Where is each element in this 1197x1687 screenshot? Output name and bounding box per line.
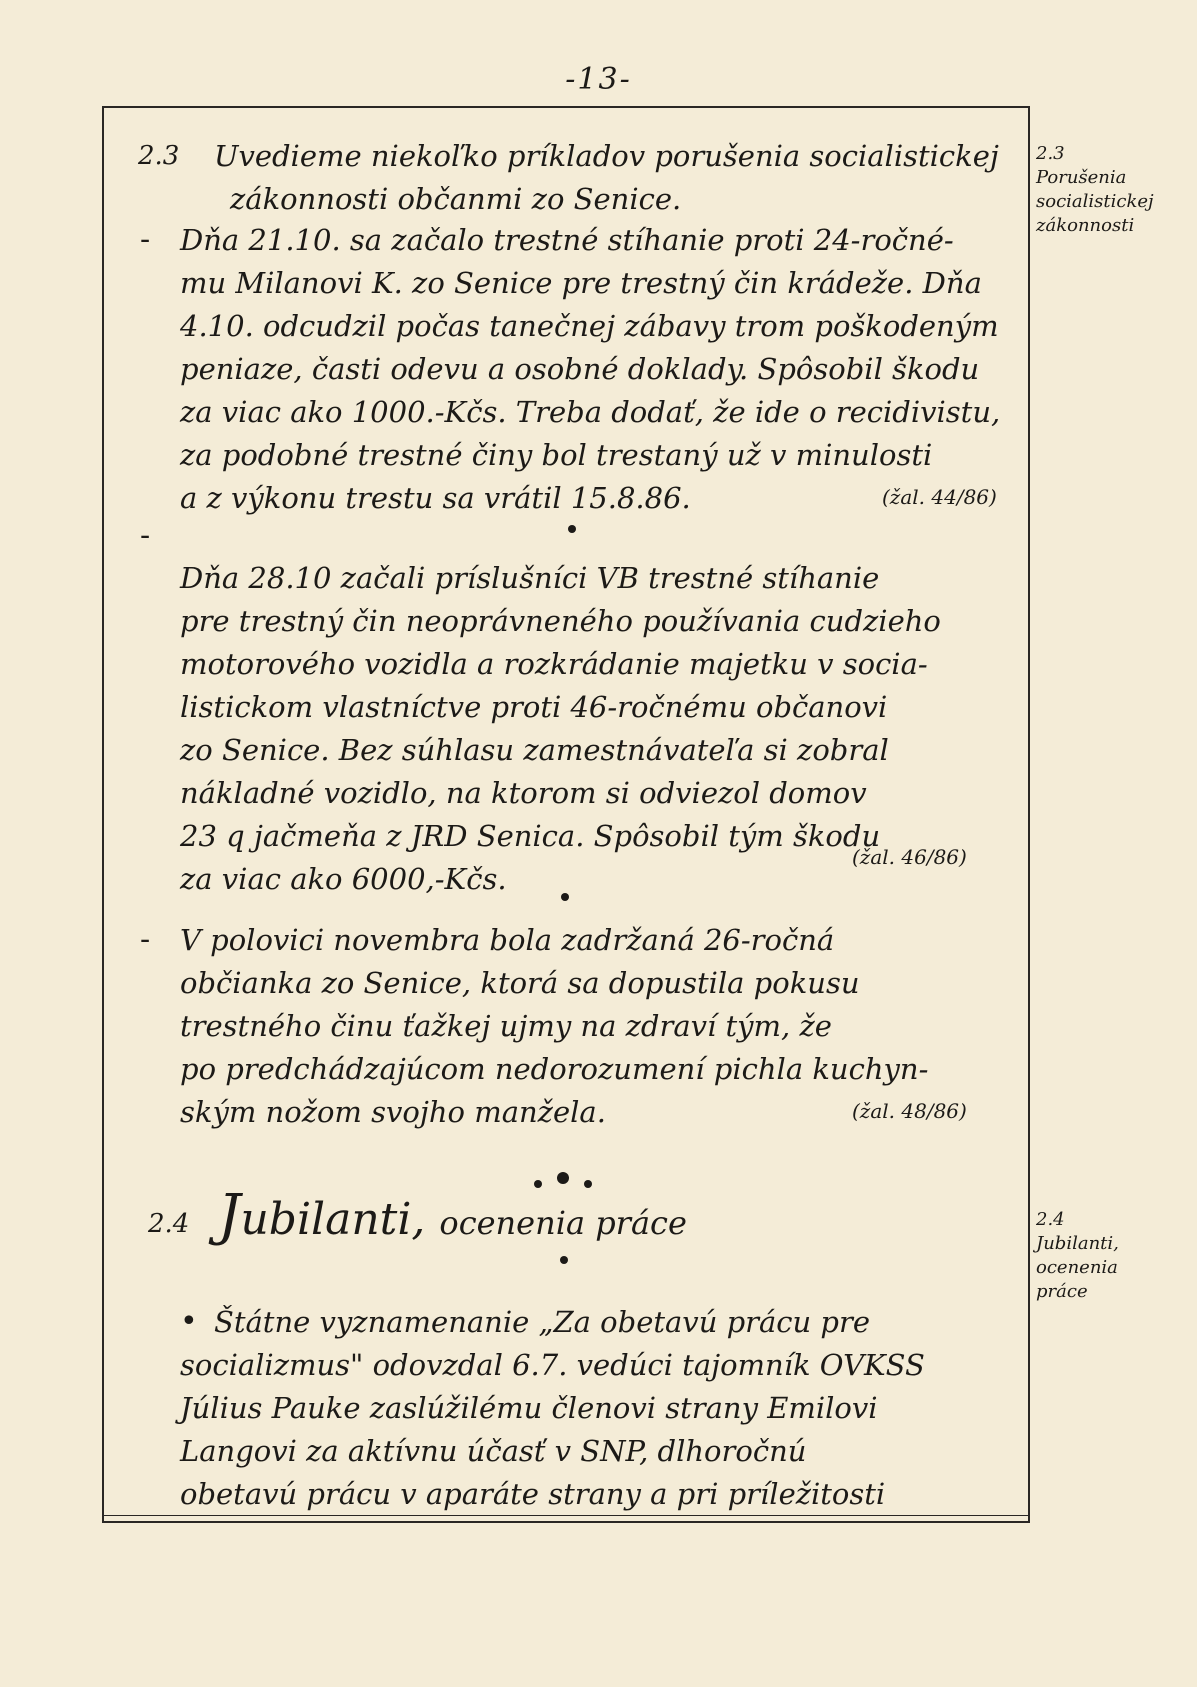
margin-note-2-4-line: ocenenia <box>1036 1257 1118 1278</box>
section-2-4-line-5: obetavú prácu v aparáte strany a pri príležitosti <box>180 1477 886 1511</box>
section-2-4-title-rest: ubilanti, <box>240 1194 426 1245</box>
item-2-line-8: za viac ako 6000,-Kčs. <box>180 862 507 896</box>
section-2-3-heading-line-2: zákonnosti občanmi zo Senice. <box>230 182 682 216</box>
item-dash: - <box>140 222 151 257</box>
item-1-line-2: mu Milanovi K. zo Senice pre trestný čin krádeže. Dňa <box>180 266 982 300</box>
item-2-line-3: motorového vozidla a rozkrádanie majetku v socia- <box>180 647 928 681</box>
margin-note-2-4-line: Jubilanti, <box>1036 1233 1119 1254</box>
separator-dot <box>560 1256 568 1264</box>
section-2-4-number: 2.4 <box>148 1209 190 1239</box>
margin-note-2-3-line: socialistickej <box>1036 191 1154 212</box>
margin-note-2-3-line: 2.3 <box>1036 143 1065 164</box>
section-2-3-heading-line-1: Uvedieme niekoľko príkladov porušenia socialistickej <box>214 139 999 173</box>
section-2-4-title-initial: J <box>218 1183 241 1248</box>
separator-dot <box>568 525 576 533</box>
section-2-4-line-2: socializmus" odovzdal 6.7. vedúci tajomník OVKSS <box>180 1348 925 1382</box>
separator-dot <box>561 893 569 901</box>
item-1-line-3: 4.10. odcudzil počas tanečnej zábavy trom poškodeným <box>180 309 999 343</box>
section-2-4-title <box>218 1183 687 1253</box>
item-2-line-6: nákladné vozidlo, na ktorom si odviezol domov <box>180 776 867 810</box>
section-2-4-title-tail: ocenenia práce <box>439 1204 687 1242</box>
item-3-line-4: po predchádzajúcom nedorozumení pichla kuchyn- <box>180 1052 929 1086</box>
item-3-reference: (žal. 48/86) <box>852 1099 967 1123</box>
item-dash: - <box>140 518 151 553</box>
item-2-line-1: Dňa 28.10 začali príslušníci VB trestné stíhanie <box>180 561 880 595</box>
section-2-4-line-1: Štátne vyznamenanie „Za obetavú prácu pre <box>214 1305 871 1339</box>
item-3-line-2: občianka zo Senice, ktorá sa dopustila pokusu <box>180 966 860 1000</box>
item-3-line-3: trestného činu ťažkej ujmy na zdraví tým, že <box>180 1009 832 1043</box>
item-3-line-5: ským nožom svojho manžela. <box>180 1095 606 1129</box>
margin-note-2-4-line: práce <box>1036 1281 1088 1302</box>
section-2-4-line-3: Július Pauke zaslúžilému členovi strany Emilovi <box>180 1391 878 1425</box>
item-2-line-7: 23 q jačmeňa z JRD Senica. Spôsobil tým škodu <box>180 819 881 853</box>
item-1-line-4: peniaze, časti odevu a osobné doklady. Spôsobil škodu <box>180 352 980 386</box>
item-1-line-6: za podobné trestné činy bol trestaný už v minulosti <box>180 438 933 472</box>
margin-note-2-4-line: 2.4 <box>1036 1209 1065 1230</box>
item-2-line-4: listickom vlastníctve proti 46-ročnému občanovi <box>180 690 888 724</box>
page-number: -13- <box>565 62 632 97</box>
item-3-line-1: V polovici novembra bola zadržaná 26-ročná <box>180 923 835 957</box>
item-1-reference: (žal. 44/86) <box>882 485 997 509</box>
item-dash: - <box>140 922 151 957</box>
item-2-line-2: pre trestný čin neoprávneného používania cudzieho <box>180 604 941 638</box>
section-2-3-number: 2.3 <box>138 141 180 171</box>
margin-note-2-3-line: zákonnosti <box>1036 215 1135 236</box>
item-2-line-5: zo Senice. Bez súhlasu zamestnávateľa si zobral <box>180 733 889 767</box>
margin-note-2-3 <box>1036 142 1186 238</box>
margin-note-2-3-line: Porušenia <box>1036 167 1127 188</box>
item-1-line-7: a z výkonu trestu sa vrátil 15.8.86. <box>180 481 691 515</box>
item-1-line-1: Dňa 21.10. sa začalo trestné stíhanie proti 24-ročné- <box>180 223 954 257</box>
bullet-icon: • <box>180 1304 198 1339</box>
separator-dot <box>557 1172 569 1184</box>
item-1-line-5: za viac ako 1000.-Kčs. Treba dodať, že ide o recidivistu, <box>180 395 1001 429</box>
section-2-4-line-4: Langovi za aktívnu účasť v SNP, dlhoročnú <box>180 1434 807 1468</box>
item-2-reference: (žal. 46/86) <box>852 845 967 869</box>
margin-note-2-4 <box>1036 1208 1186 1304</box>
